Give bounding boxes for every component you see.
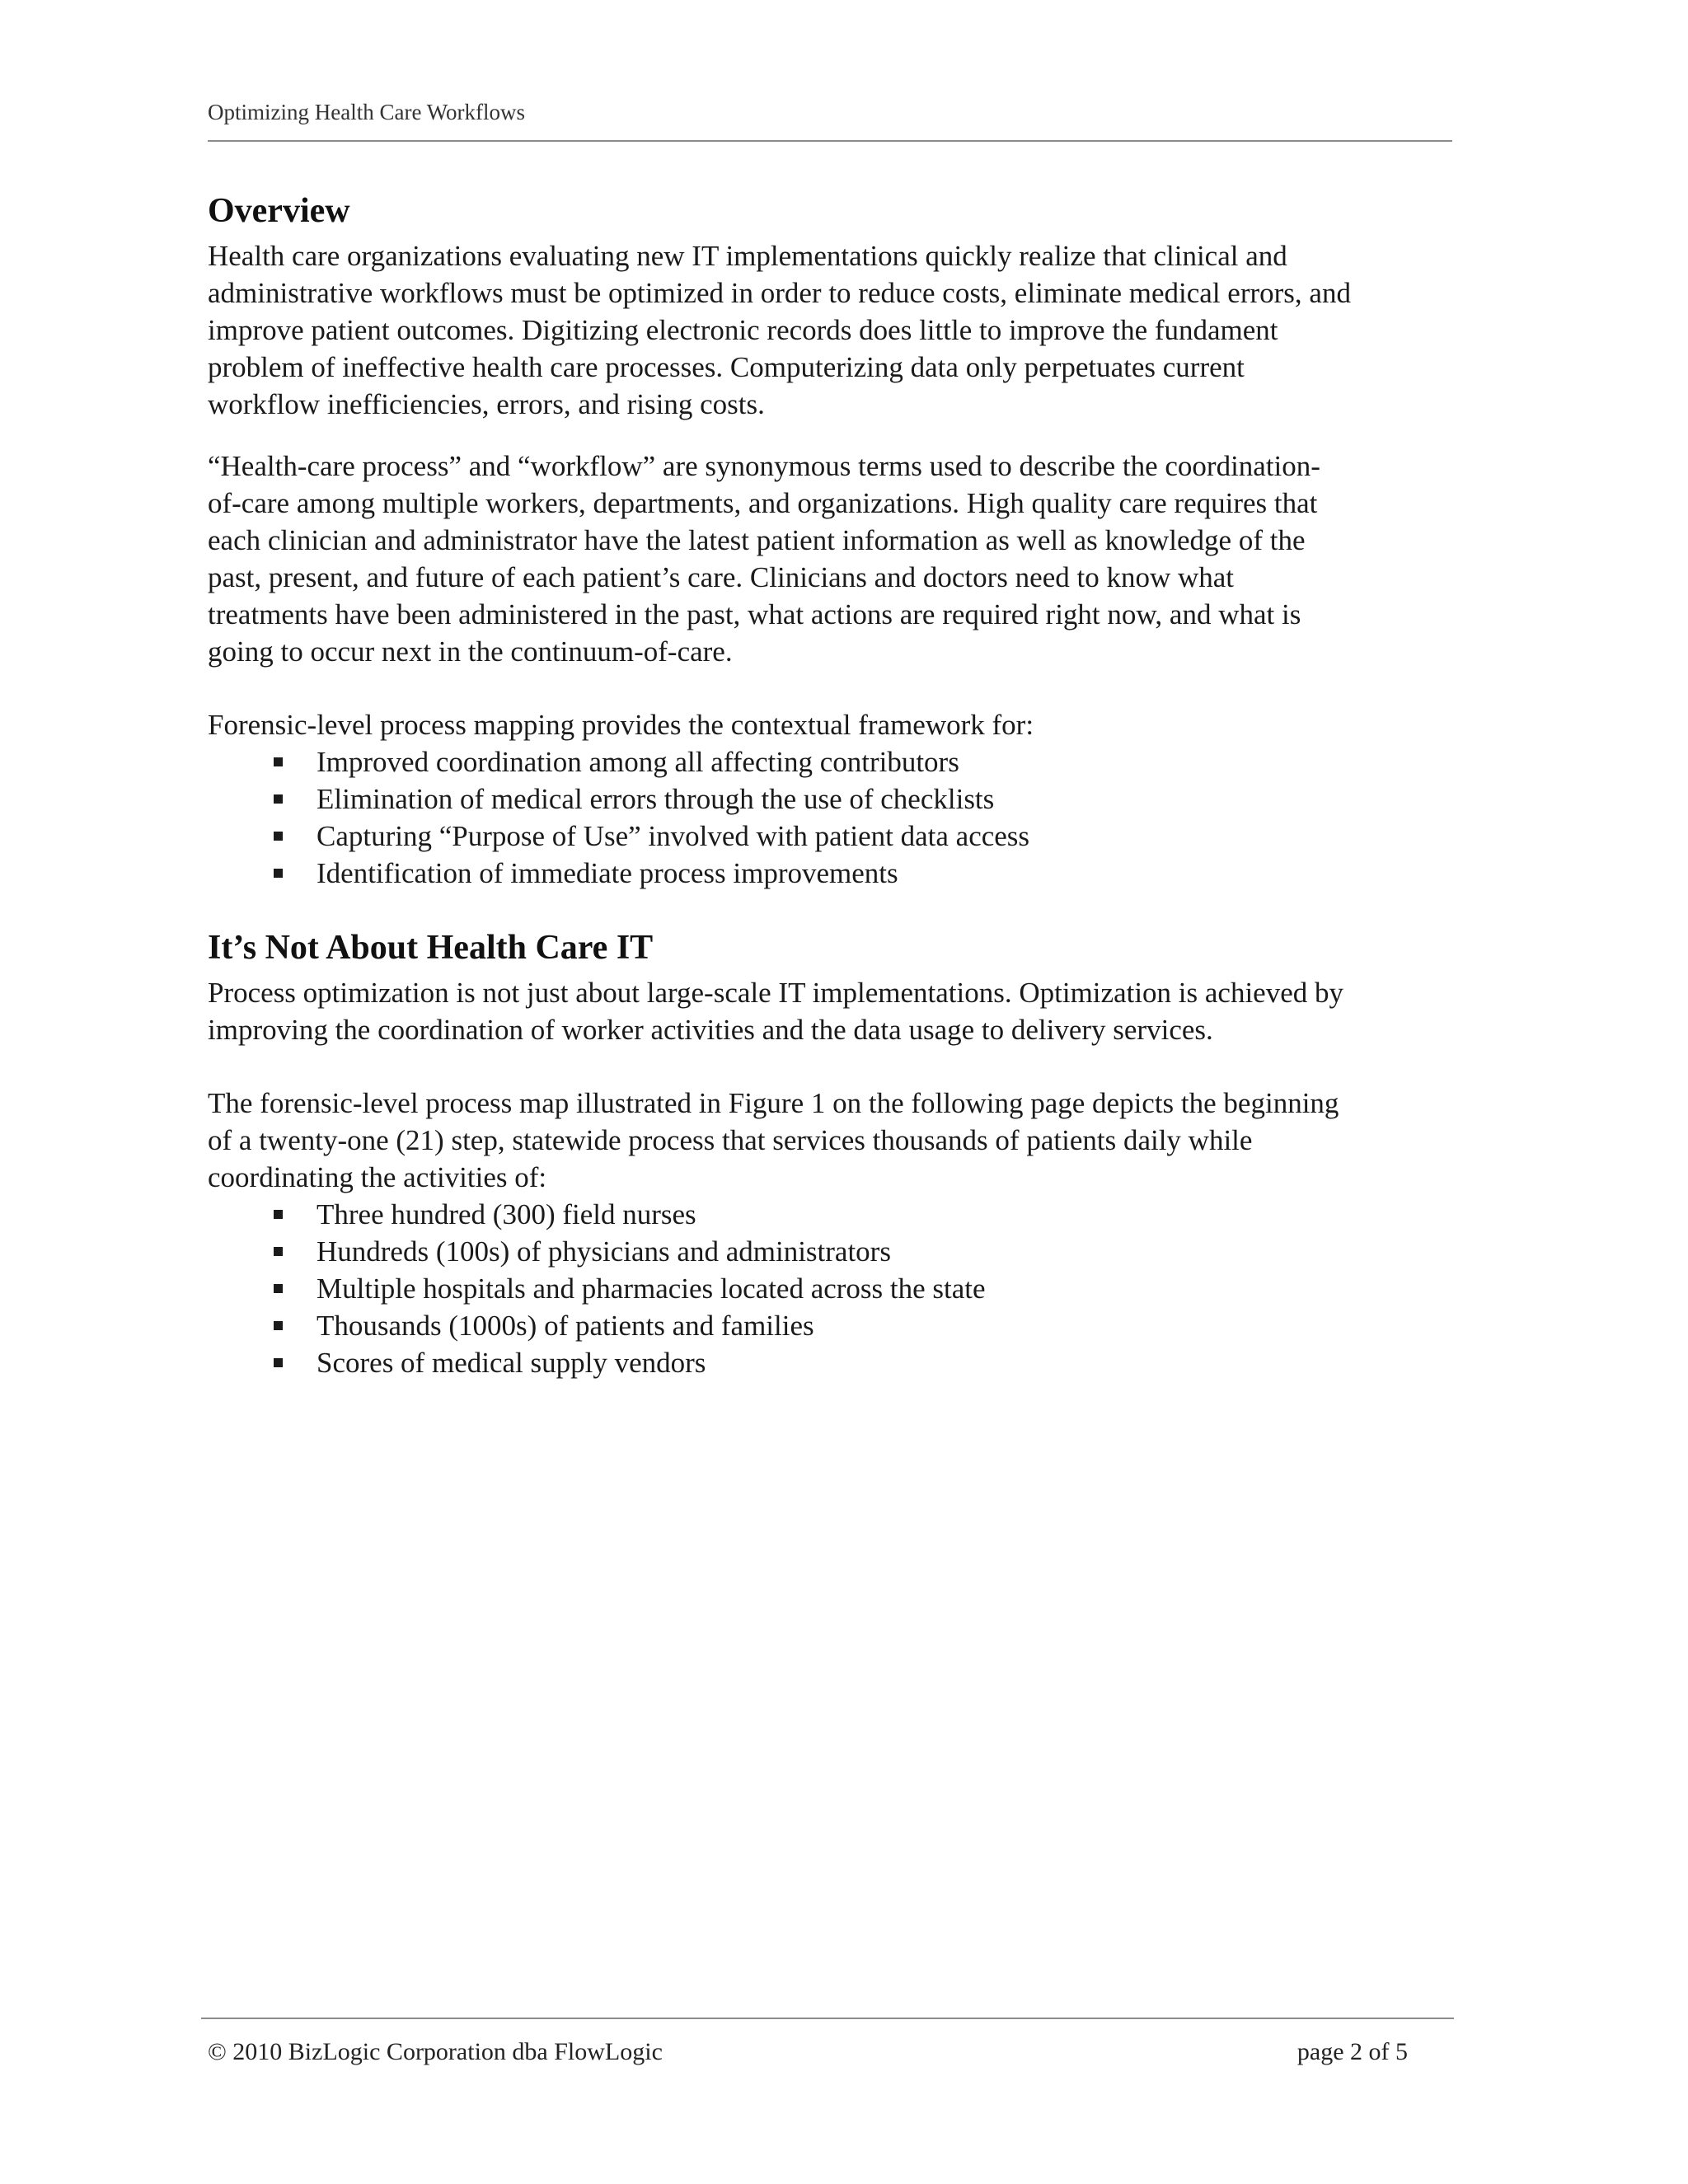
list-item-text: Capturing “Purpose of Use” involved with patient data access — [316, 820, 1030, 852]
list-item — [274, 1307, 1493, 1344]
square-bullet-icon — [274, 869, 283, 878]
document-body — [208, 188, 1493, 1381]
text-line: past, present, and future of each patient’s care. Clinicians and doctors need to know what — [208, 561, 1235, 593]
list-item-text: Three hundred (300) field nurses — [316, 1198, 696, 1230]
list-item-text: Elimination of medical errors through the use of checklists — [316, 783, 995, 815]
text-line: going to occur next in the continuum-of-care. — [208, 635, 733, 668]
list-item-text: Scores of medical supply vendors — [316, 1347, 706, 1379]
overview-list-intro: Forensic-level process mapping provides the contextual framework for: — [208, 709, 1034, 741]
text-line: problem of ineffective health care processes. Computerizing data only perpetuates current — [208, 351, 1245, 383]
overview-paragraph-2 — [208, 448, 1493, 670]
not-it-paragraph-2 — [208, 1085, 1493, 1196]
list-item — [274, 855, 1493, 892]
list-item — [274, 780, 1493, 818]
header-title: Optimizing Health Care Workflows — [208, 100, 526, 124]
list-item-text: Improved coordination among all affecting contributors — [316, 746, 959, 778]
page-footer — [201, 2018, 1454, 2069]
text-line: The forensic-level process map illustrated in Figure 1 on the following page depicts the beginning — [208, 1087, 1339, 1119]
footer-page-number: page 2 of 5 — [1296, 2038, 1408, 2065]
list-item — [274, 743, 1493, 780]
text-line: of a twenty-one (21) step, statewide process that services thousands of patients daily while — [208, 1124, 1253, 1156]
list-item — [274, 1344, 1493, 1381]
text-line: workflow inefficiencies, errors, and rising costs. — [208, 388, 765, 420]
list-item — [274, 1270, 1493, 1307]
not-it-paragraph-1 — [208, 974, 1493, 1048]
list-item — [274, 1196, 1493, 1233]
square-bullet-icon — [274, 1284, 283, 1293]
text-line: improve patient outcomes. Digitizing electronic records does little to improve the fundament — [208, 314, 1278, 346]
list-item-text: Thousands (1000s) of patients and families — [316, 1310, 814, 1342]
list-item-text: Identification of immediate process improvements — [316, 857, 898, 889]
square-bullet-icon — [274, 832, 283, 841]
text-line: coordinating the activities of: — [208, 1161, 547, 1193]
text-line: treatments have been administered in the past, what actions are required right now, and what is — [208, 598, 1301, 630]
list-item-text: Hundreds (100s) of physicians and administrators — [316, 1235, 891, 1268]
text-line: administrative workflows must be optimized in order to reduce costs, eliminate medical errors, and — [208, 277, 1351, 309]
list-item — [274, 1233, 1493, 1270]
square-bullet-icon — [274, 1210, 283, 1219]
not-it-heading: It’s Not About Health Care IT — [208, 929, 654, 967]
square-bullet-icon — [274, 1358, 283, 1367]
overview-heading: Overview — [208, 192, 350, 230]
square-bullet-icon — [274, 757, 283, 766]
list-item-text: Multiple hospitals and pharmacies located across the state — [316, 1272, 986, 1305]
text-line: Health care organizations evaluating new IT implementations quickly realize that clinical and — [208, 240, 1287, 272]
text-line: of-care among multiple workers, departments, and organizations. High quality care requires that — [208, 487, 1318, 519]
footer-copyright: © 2010 BizLogic Corporation dba FlowLogic — [208, 2038, 663, 2065]
not-it-bullet-list — [208, 1196, 1493, 1381]
page-header — [208, 97, 1452, 142]
list-item — [274, 818, 1493, 855]
text-line: “Health-care process” and “workflow” are synonymous terms used to describe the coordination- — [208, 450, 1320, 482]
text-line: Process optimization is not just about large-scale IT implementations. Optimization is achieved by — [208, 977, 1344, 1009]
square-bullet-icon — [274, 1321, 283, 1330]
square-bullet-icon — [274, 1247, 283, 1256]
text-line: improving the coordination of worker activities and the data usage to delivery services. — [208, 1014, 1213, 1046]
overview-bullet-list — [208, 743, 1493, 892]
overview-paragraph-1 — [208, 237, 1493, 423]
square-bullet-icon — [274, 794, 283, 804]
text-line: each clinician and administrator have the latest patient information as well as knowledge of the — [208, 524, 1306, 556]
